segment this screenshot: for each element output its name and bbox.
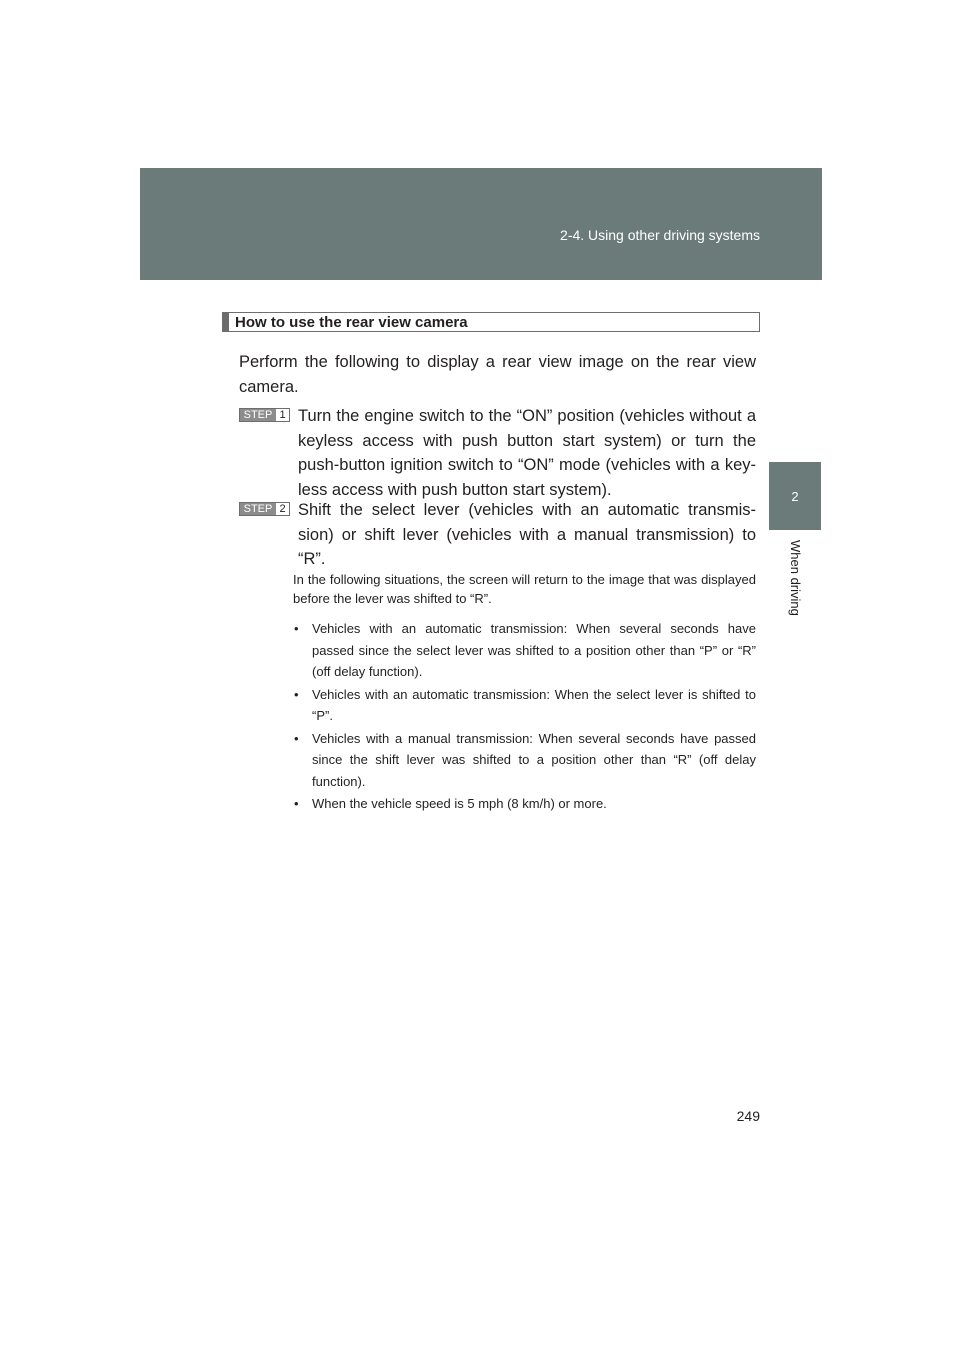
list-item xyxy=(293,793,756,815)
step-1-text: Turn the engine switch to the “ON” position (vehicles without a keyless access with push button start system) or turn the push-button ignition switch to “ON” mode (vehicles with a key-less access with push button start system). xyxy=(298,407,756,499)
bullet-icon: • xyxy=(294,621,299,636)
note-intro: In the following situations, the screen will return to the image that was displayed before the lever was shifted to “R”. xyxy=(293,572,756,606)
bullet-icon: • xyxy=(294,686,299,702)
step-badge-2 xyxy=(239,502,290,516)
step-badge-1 xyxy=(239,408,290,422)
bullet-text: Vehicles with an automatic transmission: When several seconds have passed since the select lever was shifted to a position other than “P” or “R” (off delay function). xyxy=(312,621,756,679)
step-number: 1 xyxy=(279,409,286,421)
bullet-text: Vehicles with an automatic transmission: When the select lever is shifted to “P”. xyxy=(312,686,756,723)
chapter-title: When driving xyxy=(788,540,803,616)
step-2-text: Shift the select lever (vehicles with an automatic transmis-sion) or shift lever (vehicles with a manual transmission) to “R”. xyxy=(298,501,756,568)
chapter-tab xyxy=(769,462,821,530)
list-item xyxy=(293,728,756,793)
heading-marker xyxy=(223,313,229,331)
bullet-icon: • xyxy=(294,730,299,746)
bullet-icon: • xyxy=(294,796,299,811)
list-item xyxy=(293,684,756,727)
section-heading xyxy=(222,312,760,332)
step-label: STEP xyxy=(240,409,276,421)
chapter-number: 2 xyxy=(791,488,799,504)
step-label: STEP xyxy=(240,503,276,515)
list-item xyxy=(293,618,756,683)
page-number: 249 xyxy=(736,1108,760,1124)
section-title: 2-4. Using other driving systems xyxy=(560,227,760,243)
step-number: 2 xyxy=(279,503,286,515)
section-heading-text: How to use the rear view camera xyxy=(235,313,468,331)
note-bullet-list xyxy=(293,618,756,816)
intro-paragraph: Perform the following to display a rear view image on the rear view camera. xyxy=(239,353,756,396)
header-band xyxy=(140,168,822,280)
bullet-text: Vehicles with a manual transmission: When several seconds have passed since the shift lever was shifted to a position other than “R” (off delay function). xyxy=(312,730,756,789)
bullet-text: When the vehicle speed is 5 mph (8 km/h) or more. xyxy=(312,796,607,811)
